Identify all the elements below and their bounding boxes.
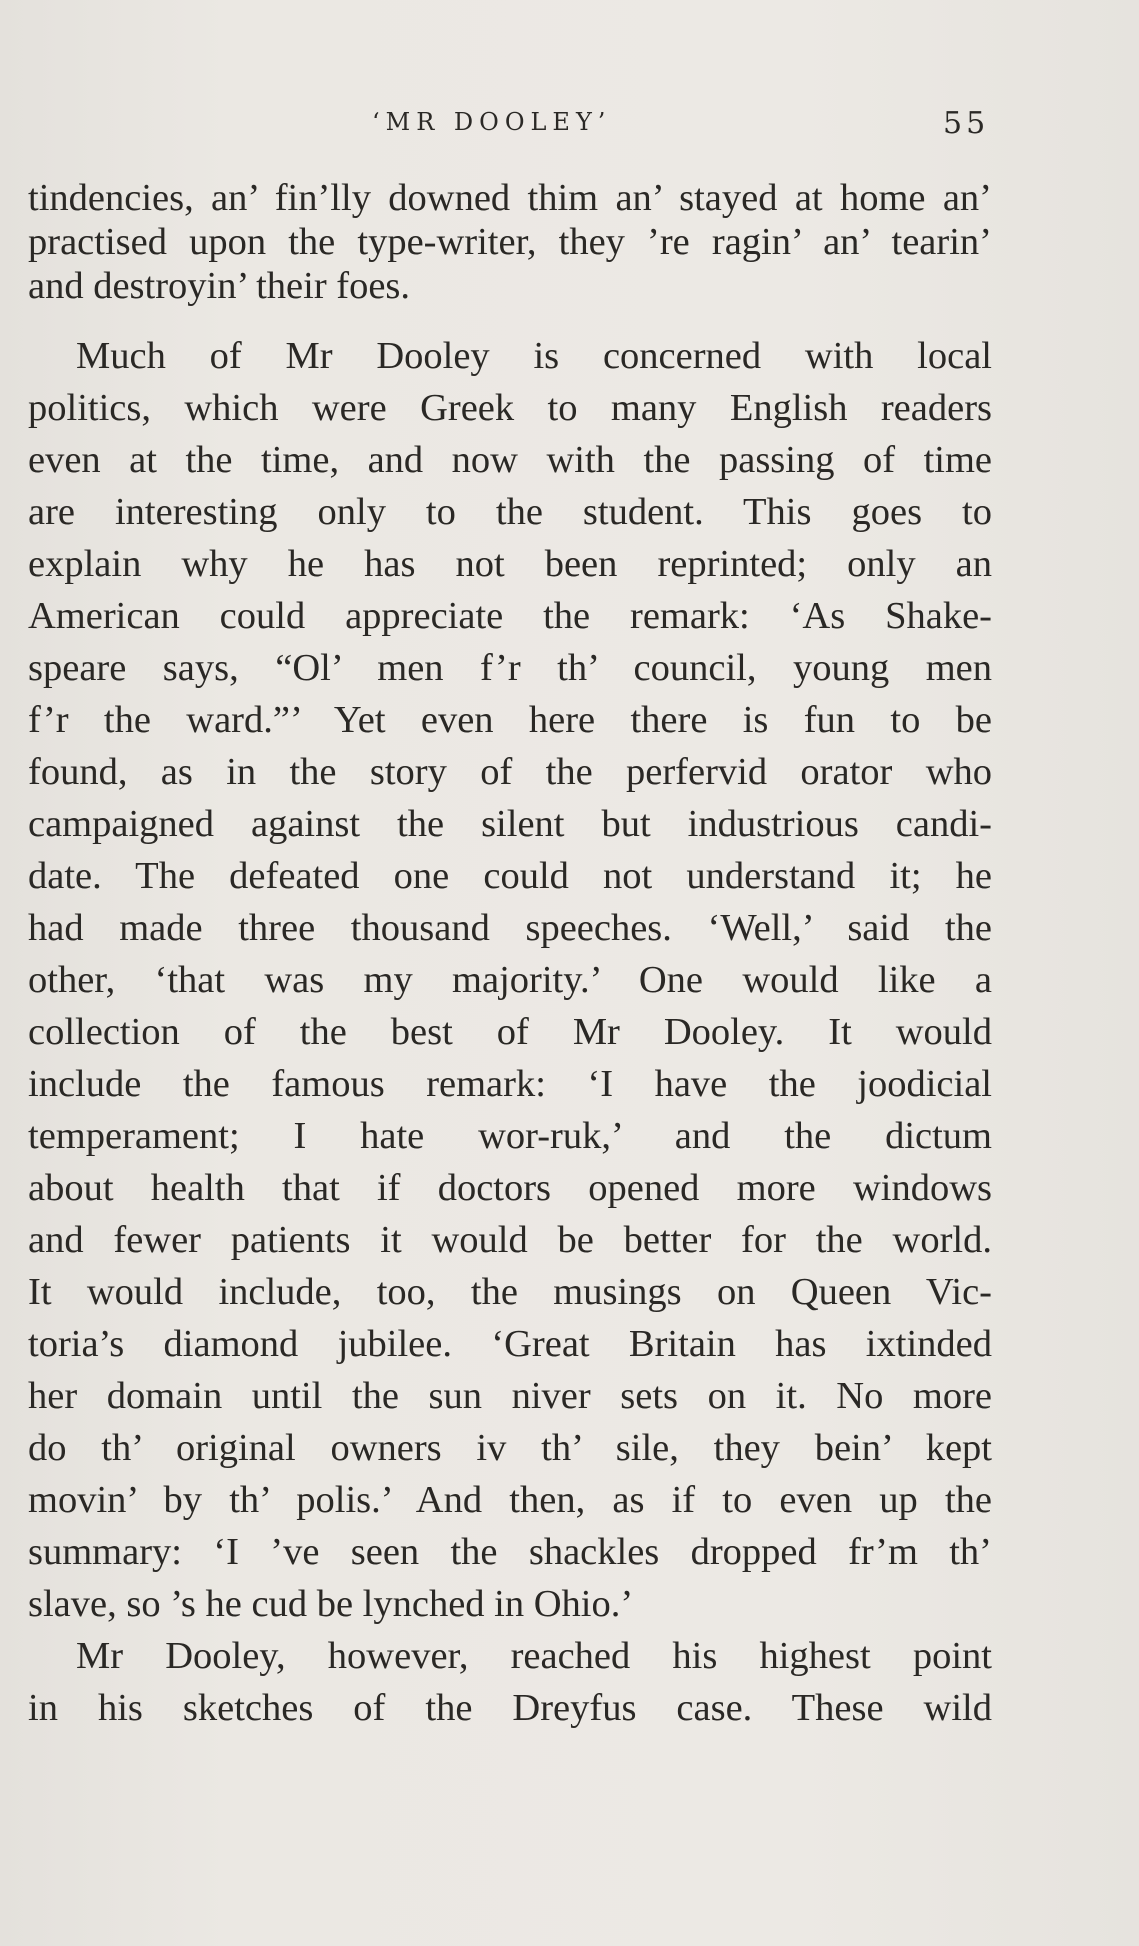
text-line: and destroyin’ their foes. [28,265,411,307]
page-number: 55 [943,106,990,141]
text-line: in his sketches of the Dreyfus case. These wild [28,1687,992,1729]
running-head: ‘MR DOOLEY’ [372,108,612,136]
text-line: American could appreciate the remark: ‘As Shake- [28,595,992,637]
text-line: about health that if doctors opened more windows [28,1167,992,1209]
text-line: include the famous remark: ‘I have the joodicial [28,1063,992,1105]
text-line: f’r the ward.”’ Yet even here there is fun to be [28,699,992,741]
text-line: date. The defeated one could not understand it; he [28,855,992,897]
text-line: movin’ by th’ polis.’ And then, as if to even up the [28,1479,992,1521]
text-line: collection of the best of Mr Dooley. It would [28,1011,992,1053]
text-line: are interesting only to the student. This goes to [28,491,992,533]
text-line: Mr Dooley, however, reached his highest point [76,1635,992,1677]
text-line: toria’s diamond jubilee. ‘Great Britain has ixtinded [28,1323,992,1365]
text-line: even at the time, and now with the passing of time [28,439,992,481]
text-line: other, ‘that was my majority.’ One would like a [28,959,992,1001]
text-line: summary: ‘I ’ve seen the shackles dropped fr’m th’ [28,1531,992,1573]
text-line: explain why he has not been reprinted; only an [28,543,992,585]
text-line: campaigned against the silent but industrious candi- [28,803,992,845]
text-line: and fewer patients it would be better for the world. [28,1219,992,1261]
text-line: It would include, too, the musings on Queen Vic- [28,1271,992,1313]
text-line: Much of Mr Dooley is concerned with local [76,335,992,377]
text-line: slave, so ’s he cud be lynched in Ohio.’ [28,1583,634,1625]
text-line: speare says, “Ol’ men f’r th’ council, young men [28,647,992,689]
text-line: do th’ original owners iv th’ sile, they bein’ kept [28,1427,992,1469]
text-line: practised upon the type-writer, they ’re ragin’ an’ tearin’ [28,221,992,263]
text-line: found, as in the story of the perfervid orator who [28,751,992,793]
text-line: had made three thousand speeches. ‘Well,’ said the [28,907,992,949]
text-line: her domain until the sun niver sets on it. No more [28,1375,992,1417]
text-line: politics, which were Greek to many English readers [28,387,992,429]
text-line: tindencies, an’ fin’lly downed thim an’ stayed at home an’ [28,177,992,219]
text-line: temperament; I hate wor-ruk,’ and the dictum [28,1115,992,1157]
